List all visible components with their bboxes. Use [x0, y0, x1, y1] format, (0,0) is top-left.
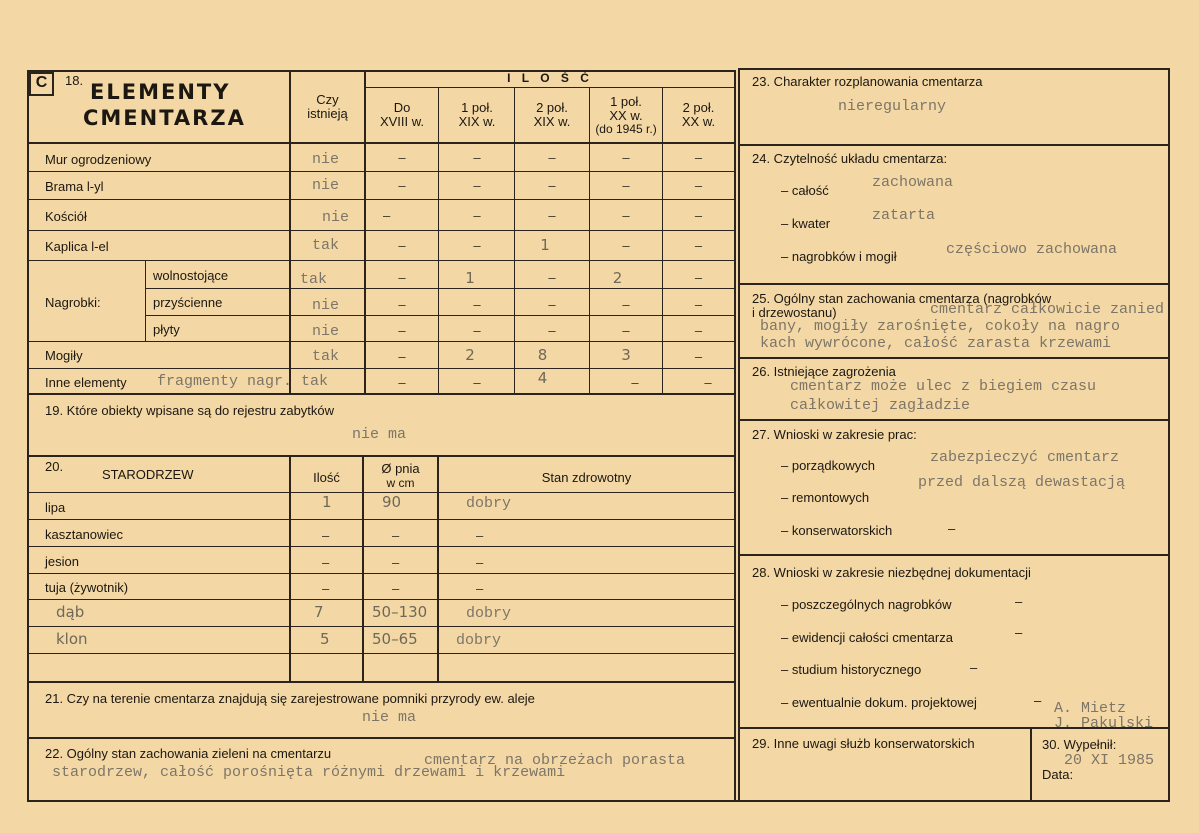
row-przyscienne-label: przyścienne	[153, 295, 223, 310]
s21-label: 21. Czy na terenie cmentarza znajdują się zarejestrowane pomniki przyrody ew. aleje	[45, 691, 535, 706]
tree-jesion-diam: –	[392, 555, 400, 570]
s22-value-line1: cmentarz na obrzeżach porasta	[424, 752, 686, 769]
row-wolnostojace-q5: –	[694, 270, 703, 285]
period-2-l1: 1 poł.	[461, 100, 493, 115]
tree-dab-ilosc: 7	[314, 603, 324, 621]
row-plyty-label: płyty	[153, 322, 180, 337]
tree-kasztanowiec-name: kasztanowiec	[45, 527, 124, 542]
tree-lipa-ilosc: 1	[322, 493, 332, 511]
s24-calosc-value: zachowana	[872, 174, 954, 191]
tree-klon-stan: dobry	[456, 632, 502, 649]
s28-item-2: – ewidencji całości cmentarza	[781, 630, 953, 645]
tree-jesion-stan: –	[476, 555, 484, 570]
row-mur-q3: –	[548, 150, 556, 165]
rule	[27, 626, 734, 627]
row-kosciol-q2: –	[473, 208, 481, 223]
period-4-l2: XX w.	[609, 108, 643, 123]
period-5-l1: 2 poł.	[682, 100, 715, 115]
s27-porzadkowych: – porządkowych	[781, 458, 875, 473]
tree-klon-name: klon	[56, 630, 88, 648]
row-mogily-exists: tak	[312, 348, 340, 365]
s27-label: 27. Wnioski w zakresie prac:	[752, 427, 917, 442]
s30-date: 20 XI 1985	[1064, 752, 1155, 769]
s24-label: 24. Czytelność układu cmentarza:	[752, 151, 948, 166]
s25-value-line2: bany, mogiły zarośnięte, cokoły na nagro	[760, 318, 1121, 335]
rule	[27, 455, 734, 457]
rule	[27, 546, 734, 547]
row-mur-q1: –	[398, 150, 406, 165]
s27-value-line1: zabezpieczyć cmentarz	[930, 449, 1120, 466]
row-mur-exists: nie	[312, 151, 340, 168]
row-wolnostojace-q4: 2	[612, 269, 623, 287]
row-mogily-label: Mogiły	[45, 348, 83, 363]
row-kosciol-exists: nie	[322, 209, 350, 226]
s28-mark-3: –	[970, 660, 978, 675]
row-wolnostojace-q2: 1	[465, 269, 475, 287]
rule	[27, 341, 734, 342]
row-plyty-q3: –	[548, 323, 556, 338]
row-mogily-q4: 3	[621, 346, 631, 364]
s27-remontowych: – remontowych	[781, 490, 870, 505]
row-kaplica-q3: 1	[540, 236, 550, 254]
rule	[27, 519, 734, 520]
rule	[27, 142, 734, 144]
period-3-l2: XIX w.	[533, 114, 571, 129]
row-kaplica-q1: –	[398, 238, 406, 253]
s30-date-label: Data:	[1042, 767, 1074, 782]
rule	[27, 737, 734, 739]
row-inne-q3: 4	[537, 369, 548, 387]
row-przyscienne-exists: nie	[312, 297, 340, 314]
period-4-l3: (do 1945 r.)	[595, 122, 657, 136]
s23-value: nieregularny	[838, 98, 947, 115]
row-plyty-q4: –	[622, 323, 630, 338]
row-przyscienne-q2: –	[473, 297, 481, 312]
rule	[738, 419, 1170, 421]
rule	[1168, 68, 1170, 802]
row-mur-q5: –	[694, 150, 703, 165]
s22-label: 22. Ogólny stan zachowania zieleni na cmentarzu	[45, 746, 332, 761]
s19-label: 19. Które obiekty wpisane są do rejestru zabytków	[45, 403, 335, 418]
period-4-l1: 1 poł.	[610, 94, 642, 109]
rule	[27, 230, 734, 231]
s27-konserwatorskich-value: –	[948, 521, 956, 536]
title-line1: ELEMENTY	[90, 80, 231, 104]
s24-calosc-label: – całość	[781, 183, 829, 198]
col-exists-line1: Czy	[316, 92, 339, 107]
s24-nagrobkow-value: częściowo zachowana	[946, 241, 1118, 258]
row-kosciol-q1: –	[383, 208, 391, 223]
row-wolnostojace-exists: tak	[300, 271, 328, 288]
s19-value: nie ma	[352, 426, 407, 443]
tree-jesion-ilosc: –	[322, 555, 330, 570]
period-5-l2: XX w.	[681, 114, 716, 129]
rule	[27, 681, 734, 683]
tree-lipa-stan: dobry	[466, 495, 512, 512]
s24-kwater-label: – kwater	[781, 216, 831, 231]
s28-mark-1: –	[1015, 594, 1023, 609]
row-kosciol-label: Kościół	[45, 209, 87, 224]
row-inne-q5: –	[704, 375, 712, 390]
tree-tuja-name: tuja (żywotnik)	[45, 580, 129, 595]
row-plyty-q5: –	[694, 323, 703, 338]
tree-dab-stan: dobry	[466, 605, 512, 622]
row-brama-label: Brama l-yl	[45, 179, 104, 194]
row-kaplica-q2: –	[473, 238, 481, 253]
row-inne-q1: –	[398, 375, 406, 390]
rule	[145, 260, 146, 341]
row-kosciol-q5: –	[694, 208, 703, 223]
s20-col-diam-l1: Ø pnia	[381, 461, 420, 476]
tree-lipa-name: lipa	[45, 500, 66, 515]
row-brama-q2: –	[473, 178, 481, 193]
rule	[27, 70, 29, 800]
rule	[738, 68, 740, 802]
row-kaplica-q5: –	[694, 238, 703, 253]
tree-kasztanowiec-ilosc: –	[322, 528, 330, 543]
rule	[438, 87, 439, 393]
tree-kasztanowiec-diam: –	[392, 528, 400, 543]
rule	[289, 455, 291, 681]
s25-value-line1: cmentarz całkowicie zanied	[930, 301, 1165, 318]
rule	[738, 357, 1170, 359]
row-brama-q5: –	[694, 178, 703, 193]
s24-kwater-value: zatarta	[872, 207, 936, 224]
s28-item-1: – poszczególnych nagrobków	[781, 597, 952, 612]
row-brama-q4: –	[622, 178, 630, 193]
period-2-l2: XIX w.	[458, 114, 496, 129]
row-inne-label: Inne elementy	[45, 375, 127, 390]
ilosc-header: I L O Ś Ć	[507, 71, 593, 85]
tree-klon-ilosc: 5	[320, 630, 330, 648]
rule	[27, 599, 734, 600]
s30-name1: A. Mietz	[1054, 700, 1127, 717]
rule	[734, 70, 736, 800]
row-mogily-q2: 2	[465, 346, 475, 364]
rule	[27, 260, 734, 261]
rule	[27, 653, 734, 654]
row-wolnostojace-q1: –	[398, 270, 406, 285]
s20-title: STARODRZEW	[102, 467, 194, 482]
row-przyscienne-q1: –	[398, 297, 406, 312]
title-line2: CMENTARZA	[83, 106, 246, 130]
s22-value-line2: starodrzew, całość porośnięta różnymi drzewami i krzewami	[52, 764, 566, 781]
tree-kasztanowiec-stan: –	[476, 528, 484, 543]
row-mogily-q3: 8	[537, 346, 548, 364]
s28-mark-2: –	[1015, 625, 1023, 640]
row-inne-q4: –	[631, 375, 639, 390]
row-kosciol-q4: –	[622, 208, 630, 223]
row-kaplica-label: Kaplica l-el	[45, 239, 109, 254]
s20-col-stan: Stan zdrowotny	[541, 470, 632, 485]
rule	[738, 283, 1170, 285]
s25-label-line2: i drzewostanu)	[752, 305, 837, 320]
tree-tuja-ilosc: –	[322, 581, 330, 596]
s20-number: 20.	[45, 459, 64, 474]
row-brama-q3: –	[548, 178, 556, 193]
row-mogily-q5: –	[694, 349, 703, 364]
rule	[1030, 727, 1032, 801]
section-letter: C	[35, 74, 48, 91]
rule	[27, 800, 1170, 802]
rule	[27, 368, 734, 369]
tree-jesion-name: jesion	[45, 554, 79, 569]
rule	[27, 393, 734, 395]
nagrobki-label: Nagrobki:	[45, 295, 101, 310]
s26-label: 26. Istniejące zagrożenia	[752, 364, 896, 379]
rule	[27, 573, 734, 574]
rule	[145, 315, 734, 316]
row-kaplica-exists: tak	[312, 237, 340, 254]
section-number: 18.	[65, 73, 84, 88]
row-inne-q2: –	[473, 375, 481, 390]
row-przyscienne-q5: –	[694, 297, 703, 312]
rule	[437, 455, 439, 681]
tree-lipa-diam: 90	[382, 493, 402, 511]
s25-label-line1: 25. Ogólny stan zachowania cmentarza (nagrobków	[752, 291, 1052, 306]
tree-dab-name: dąb	[56, 603, 85, 621]
tree-klon-diam: 50–65	[372, 630, 418, 648]
s26-value-line1: cmentarz może ulec z biegiem czasu	[790, 378, 1097, 395]
rule	[738, 144, 1170, 146]
s28-item-4: – ewentualnie dokum. projektowej	[781, 695, 977, 710]
period-1-l2: XVIII w.	[379, 114, 425, 129]
tree-dab-diam: 50–130	[372, 603, 428, 621]
col-exists-line2: istnieją	[307, 106, 348, 121]
s20-col-diam-l2: w cm	[386, 476, 415, 490]
row-plyty-q1: –	[398, 323, 406, 338]
row-mur-q4: –	[622, 150, 630, 165]
rule	[738, 554, 1170, 556]
tree-tuja-stan: –	[476, 581, 484, 596]
s24-nagrobkow-label: – nagrobków i mogił	[781, 249, 897, 264]
s28-label: 28. Wnioski w zakresie niezbędnej dokumentacji	[752, 565, 1031, 580]
row-wolnostojace-label: wolnostojące	[153, 268, 229, 283]
row-przyscienne-q4: –	[622, 297, 630, 312]
rule	[364, 87, 734, 88]
row-plyty-q2: –	[473, 323, 481, 338]
row-plyty-exists: nie	[312, 323, 340, 340]
rule	[738, 68, 1170, 70]
row-brama-exists: nie	[312, 177, 340, 194]
s30-label: 30. Wypełnił:	[1042, 737, 1117, 752]
row-inne-value: fragmenty nagr. tak	[157, 373, 329, 390]
rule	[145, 288, 734, 289]
row-kaplica-q4: –	[622, 238, 630, 253]
s23-label: 23. Charakter rozplanowania cmentarza	[752, 74, 983, 89]
row-mur-q2: –	[473, 150, 481, 165]
s29-label: 29. Inne uwagi służb konserwatorskich	[752, 736, 975, 751]
s27-value-line2: przed dalszą dewastacją	[918, 474, 1126, 491]
period-1-l1: Do	[393, 100, 411, 115]
s21-value: nie ma	[362, 709, 417, 726]
row-przyscienne-q3: –	[548, 297, 556, 312]
row-brama-q1: –	[398, 178, 406, 193]
row-kosciol-q3: –	[548, 208, 556, 223]
s30-name2: J. Pakulski	[1054, 715, 1154, 732]
s27-konserwatorskich: – konserwatorskich	[781, 523, 893, 538]
s28-mark-4: –	[1034, 693, 1042, 708]
rule	[27, 199, 734, 200]
rule	[27, 171, 734, 172]
s20-col-ilosc: Ilość	[313, 470, 340, 485]
s28-item-3: – studium historycznego	[781, 662, 922, 677]
row-mur-label: Mur ogrodzeniowy	[45, 152, 152, 167]
rule	[27, 492, 734, 493]
s25-value-line3: kach wywrócone, całość zarasta krzewami	[760, 335, 1112, 352]
row-wolnostojace-q3: –	[548, 270, 556, 285]
row-mogily-q1: –	[398, 349, 406, 364]
tree-tuja-diam: –	[392, 581, 400, 596]
period-3-l1: 2 poł.	[536, 100, 568, 115]
s26-value-line2: całkowitej zagładzie	[790, 397, 971, 414]
